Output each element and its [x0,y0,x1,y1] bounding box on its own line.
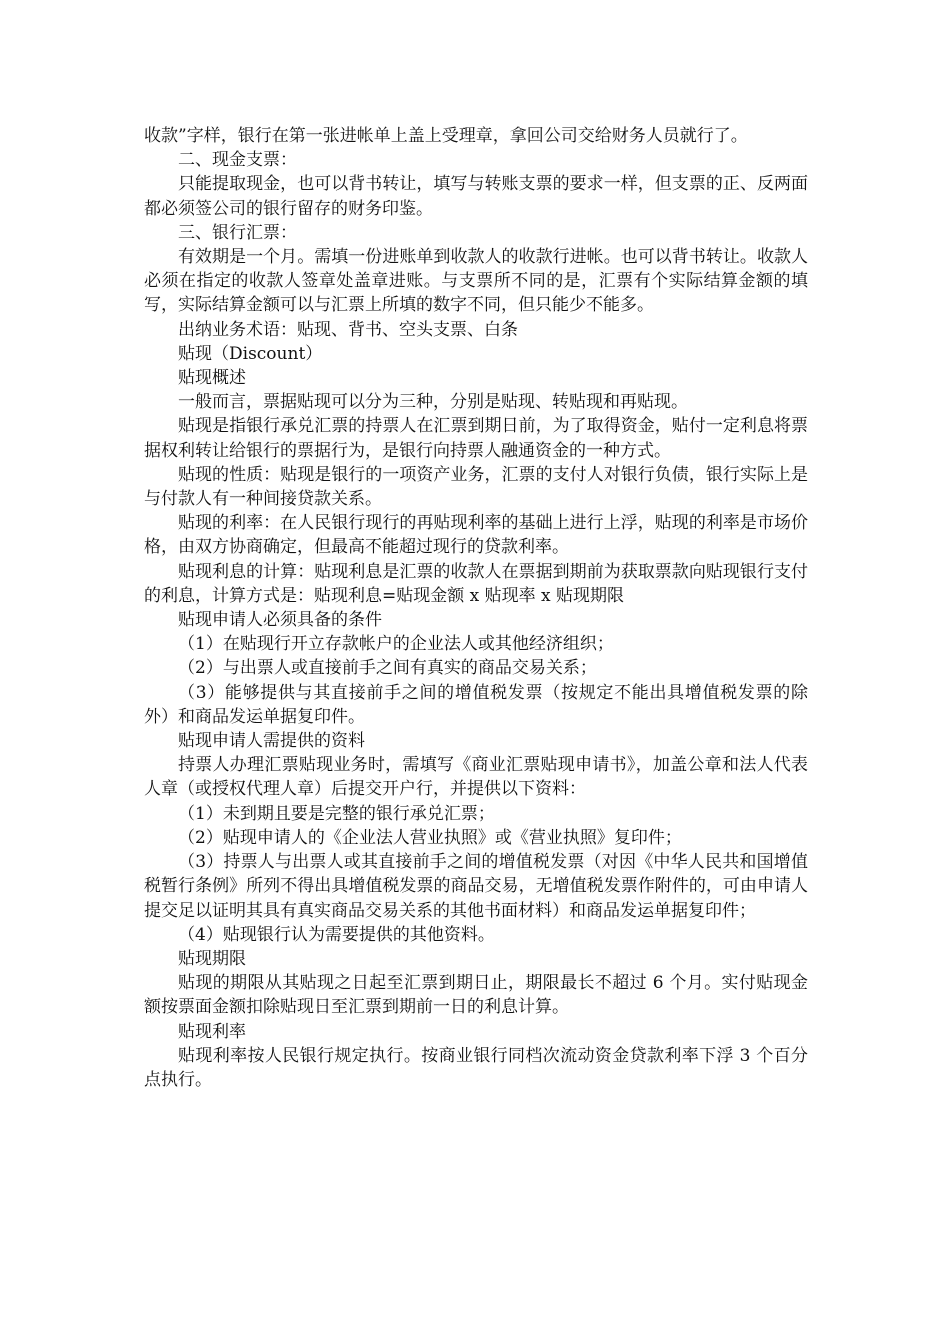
list-item: （1）在贴现行开立存款帐户的企业法人或其他经济组织； [178,634,614,655]
paragraph: 贴现的利率：在人民银行现行的再贴现利率的基础上进行上浮，贴现的利率是市场价格，由双方协商确定，但最高不能超过现行的贷款利率。 [144,513,808,558]
section-heading: 贴现申请人必须具备的条件 [178,610,382,631]
paragraph: 出纳业务术语：贴现、背书、空头支票、白条 [178,319,518,340]
list-item: （2）与出票人或直接前手之间有真实的商品交易关系； [178,658,597,679]
paragraph: 持票人办理汇票贴现业务时，需填写《商业汇票贴现申请书》，加盖公章和法人代表人章（或授权代理人章）后提交开户行，并提供以下资料： [144,755,808,800]
paragraph: 一般而言，票据贴现可以分为三种，分别是贴现、转贴现和再贴现。 [178,392,688,413]
list-item: （4）贴现银行认为需要提供的其他资料。 [178,924,495,945]
section-heading: 贴现期限 [178,948,246,969]
paragraph: 贴现的性质：贴现是银行的一项资产业务，汇票的支付人对银行负债，银行实际上是与付款人有一种间接贷款关系。 [144,464,808,510]
section-heading: 贴现利率 [178,1021,246,1042]
paragraph: 收款”字样，银行在第一张进帐单上盖上受理章，拿回公司交给财务人员就行了。 [144,126,748,146]
list-item: （3）能够提供与其直接前手之间的增值税发票（按规定不能出具增值税发票的除外）和商品发运单据复印件。 [144,682,808,727]
section-heading: 贴现申请人需提供的资料 [178,731,365,752]
list-item: （1）未到期且要是完整的银行承兑汇票； [178,803,495,824]
section-heading: 贴现概述 [178,368,246,389]
paragraph: 有效期是一个月。需填一份进账单到收款人的收款行进帐。也可以背书转让。收款人必须在指定的收款人签章处盖章进账。与支票所不同的是，汇票有个实际结算金额的填写，实际结算金额可以与汇票上所填的数字不同，但只能少不能多。 [144,247,808,316]
paragraph: 贴现是指银行承兑汇票的持票人在汇票到期日前，为了取得资金，贴付一定利息将票据权利转让给银行的票据行为，是银行向持票人融通资金的一种方式。 [144,416,808,461]
list-item: （2）贴现申请人的《企业法人营业执照》或《营业执照》复印件； [178,827,682,848]
list-item: （3）持票人与出票人或其直接前手之间的增值税发票（对因《中华人民共和国增值税暂行条例》所列不得出具增值税发票的商品交易，无增值税发票作附件的，可由申请人提交足以证明其具有真实商品交易关系的其他书面材料）和商品发运单据复印件； [144,852,808,921]
section-heading: 贴现（Discount） [178,343,323,364]
section-heading: 二、现金支票： [178,150,297,171]
paragraph: 只能提取现金，也可以背书转让，填写与转账支票的要求一样，但支票的正、反两面都必须签公司的银行留存的财务印鉴。 [144,174,808,219]
paragraph: 贴现利息的计算：贴现利息是汇票的收款人在票据到期前为获取票款向贴现银行支付的利息，计算方式是：贴现利息=贴现金额 x 贴现率 x 贴现期限 [144,561,808,606]
section-heading: 三、银行汇票： [178,222,297,243]
paragraph: 贴现利率按人民银行规定执行。按商业银行同档次流动资金贷款利率下浮 3 个百分点执行。 [144,1045,808,1090]
document-body [144,124,808,1092]
paragraph: 贴现的期限从其贴现之日起至汇票到期日止，期限最长不超过 6 个月。实付贴现金额按票面金额扣除贴现日至汇票到期前一日的利息计算。 [144,973,808,1018]
